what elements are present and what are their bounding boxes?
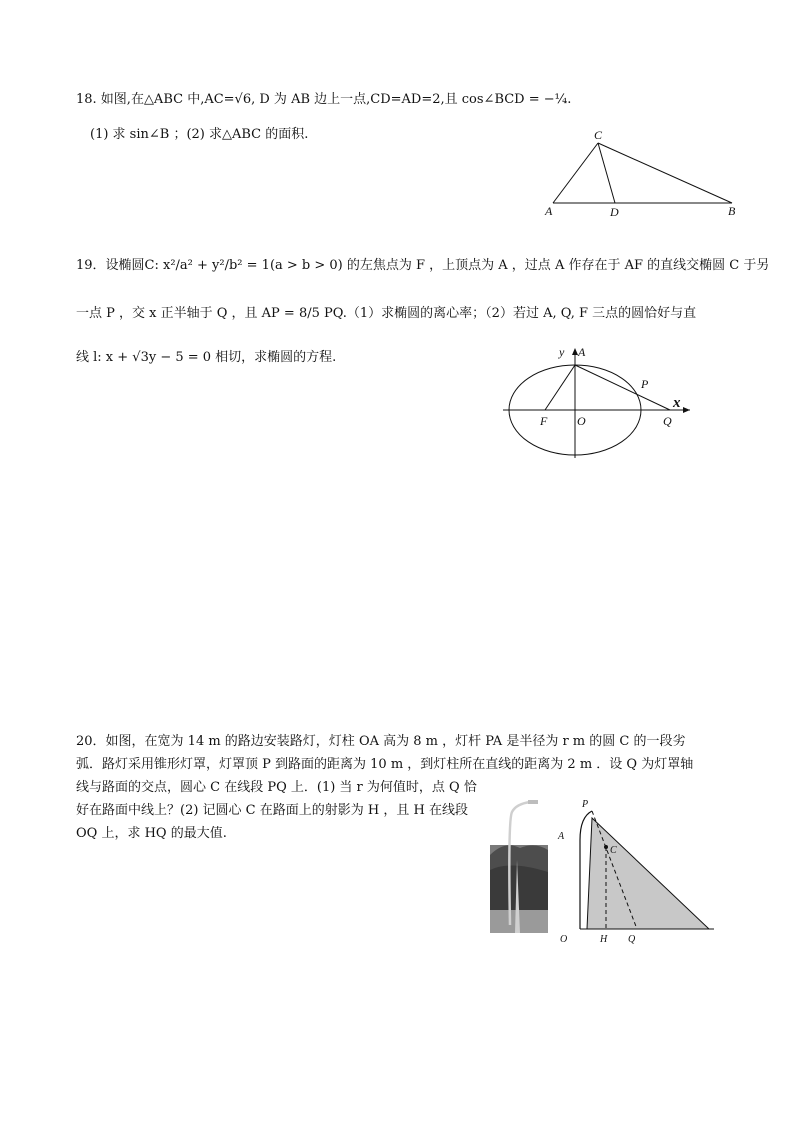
q19-ellipse-figure xyxy=(495,340,700,465)
q18-line-2: (1) 求 sin∠B ；(2) 求△ABC 的面积. xyxy=(90,127,309,142)
label-B: B xyxy=(728,204,736,218)
street-lamp-photo xyxy=(490,800,548,933)
light-cone xyxy=(587,818,709,929)
arc-PA xyxy=(580,811,592,840)
label-O: O xyxy=(577,414,586,428)
label-A: A xyxy=(558,831,565,842)
q20-line-2: 弧．路灯采用锥形灯罩，灯罩顶 P 到路面的距离为 10 m ，到灯柱所在直线的距离为 2 m ．设 Q 为灯罩轴 xyxy=(76,757,694,772)
q20-line-5: OQ 上，求 HQ 的最大值. xyxy=(76,826,227,841)
label-P: P xyxy=(582,799,589,810)
label-Q: Q xyxy=(663,414,672,428)
label-C: C xyxy=(610,845,617,856)
label-C: C xyxy=(594,128,603,142)
label-F: F xyxy=(540,414,548,428)
label-D: D xyxy=(610,205,619,219)
x-axis-arrow xyxy=(683,407,690,413)
label-P: P xyxy=(641,377,649,391)
q18-line-1: 18. 如图,在△ABC 中,AC=√6, D 为 AB 边上一点,CD=AD=2,且 cos∠BCD = −¼. xyxy=(76,92,572,107)
label-A: A xyxy=(545,204,553,218)
label-A: A xyxy=(578,345,586,359)
q19-line-2: 一点 P ，交 x 正半轴于 Q ，且 AP = 8/5 PQ.（1）求椭圆的离心率；（2）若过 A, Q, F 三点的圆恰好与直 xyxy=(76,306,697,321)
q20-line-4: 好在路面中线上？(2) 记圆心 C 在路面上的射影为 H ，且 H 在线段 xyxy=(76,803,468,818)
q20-line-1: 20．如图，在宽为 14 m 的路边安装路灯，灯柱 OA 高为 8 m ，灯杆 PA 是半径为 r m 的圆 C 的一段劣 xyxy=(76,734,686,749)
center-C xyxy=(604,845,608,849)
q19-line-1: 19．设椭圆C: x²/a² + y²/b² = 1(a > b > 0) 的左焦点为 F ，上顶点为 A ，过点 A 作存在于 AF 的直线交椭圆 C 于另 xyxy=(76,258,770,273)
label-H: H xyxy=(600,934,608,945)
label-x: x xyxy=(673,395,681,411)
q20-line-3: 线与路面的交点，圆心 C 在线段 PQ 上．(1) 当 r 为何值时，点 Q 恰 xyxy=(76,780,477,795)
segment-AQ xyxy=(575,365,670,410)
q20-lamp-diagram xyxy=(552,795,717,945)
label-y: y xyxy=(559,345,565,359)
label-Q: Q xyxy=(628,934,636,945)
q18-triangle-figure xyxy=(535,125,750,220)
segment-CB xyxy=(598,143,732,203)
segment-AC xyxy=(553,143,598,203)
q19-line-3: 线 l: x + √3y − 5 = 0 相切，求椭圆的方程. xyxy=(76,350,337,365)
label-O: O xyxy=(560,934,568,945)
segment-FA xyxy=(545,365,575,410)
segment-CD xyxy=(598,143,615,203)
